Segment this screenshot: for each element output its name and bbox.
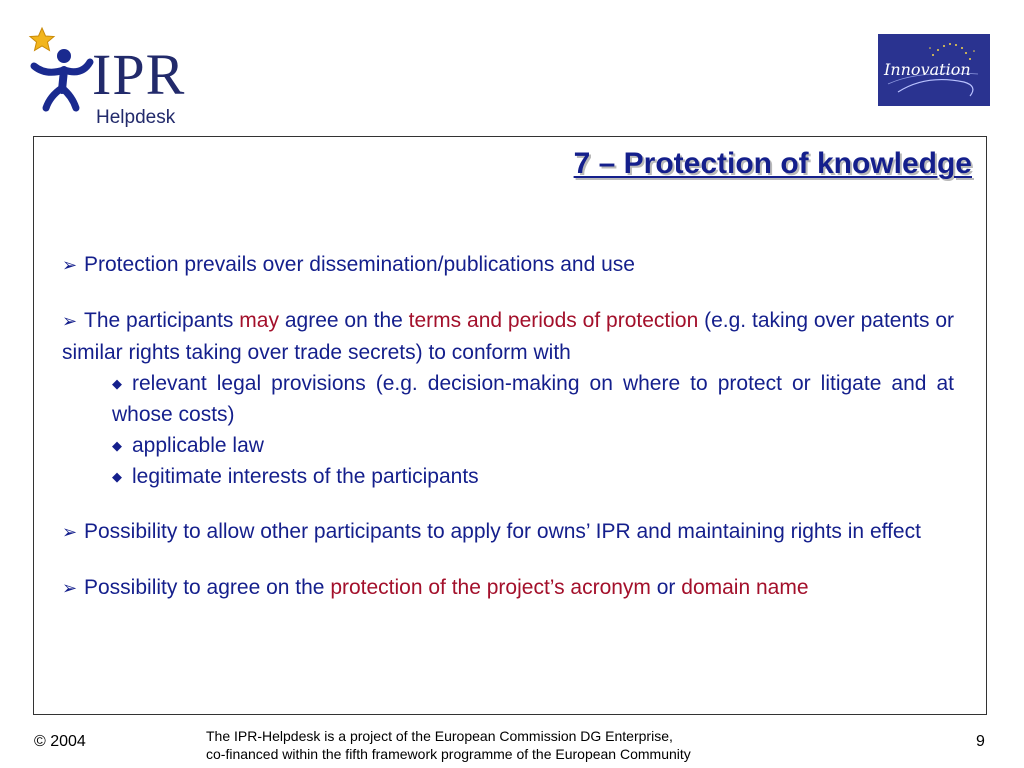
footer-note — [206, 727, 691, 763]
sub-bullet-legitimate-interests — [112, 461, 954, 492]
sub-bullet-list — [112, 368, 954, 492]
ipr-logo-subtitle: Helpdesk — [96, 107, 176, 128]
bullet-protection-prevails — [62, 249, 954, 281]
highlight-project-acronym: protection of the project’s acronym — [330, 576, 651, 599]
bullet-participants-agree — [62, 305, 954, 368]
bullet-text-part: Possibility to agree on the — [84, 576, 331, 599]
content-frame — [33, 136, 987, 715]
bullet-text: Protection prevails over dissemination/publications and use — [84, 253, 635, 276]
sub-bullet-legal-provisions — [112, 368, 954, 430]
sub-bullet-text: relevant legal provisions (e.g. decision-making on where to protect or litigate and at whose costs) — [112, 372, 954, 426]
footer-note-line-1: The IPR-Helpdesk is a project of the European Commission DG Enterprise, — [206, 728, 673, 744]
bullet-text-part: or — [650, 576, 682, 599]
footer-copyright: © 2004 — [34, 733, 86, 750]
footer-note-line-2: co-financed within the fifth framework programme of the European Community — [206, 746, 691, 762]
sub-bullet-text: applicable law — [132, 434, 264, 457]
arrow-bullet-icon: ➢ — [62, 578, 78, 598]
bullet-acronym-protection — [62, 572, 954, 604]
bullet-text: Possibility to allow other participants to apply for owns’ IPR and maintaining rights in effect — [84, 520, 921, 543]
innovation-logo-word: Innovation — [884, 60, 971, 79]
ipr-figure-icon — [26, 24, 96, 116]
sub-bullet-text: legitimate interests of the participants — [132, 465, 479, 488]
diamond-bullet-icon: ◆ — [112, 469, 122, 484]
sub-bullet-applicable-law — [112, 430, 954, 461]
highlight-may: may — [239, 309, 279, 332]
bullet-text-part: agree on the — [278, 309, 409, 332]
diamond-bullet-icon: ◆ — [112, 376, 122, 391]
bullet-text-part: (e.g. taking over patents or similar rights taking over trade secrets) to conform with — [62, 309, 954, 364]
highlight-terms-and-periods: terms and periods of protection — [408, 309, 699, 332]
slide-title: 7 – Protection of knowledge — [573, 147, 972, 180]
slide-body — [62, 249, 954, 628]
highlight-domain-name: domain name — [681, 576, 809, 599]
arrow-bullet-icon: ➢ — [62, 311, 78, 331]
ipr-logo-word: IPR — [92, 42, 186, 107]
innovation-logo — [878, 34, 990, 106]
diamond-bullet-icon: ◆ — [112, 438, 122, 453]
arrow-bullet-icon: ➢ — [62, 522, 78, 542]
bullet-allow-other-participants — [62, 516, 954, 548]
ipr-helpdesk-logo — [26, 24, 206, 128]
page-number: 9 — [976, 733, 985, 750]
bullet-text-part: The participants — [84, 309, 240, 332]
arrow-bullet-icon: ➢ — [62, 255, 78, 275]
